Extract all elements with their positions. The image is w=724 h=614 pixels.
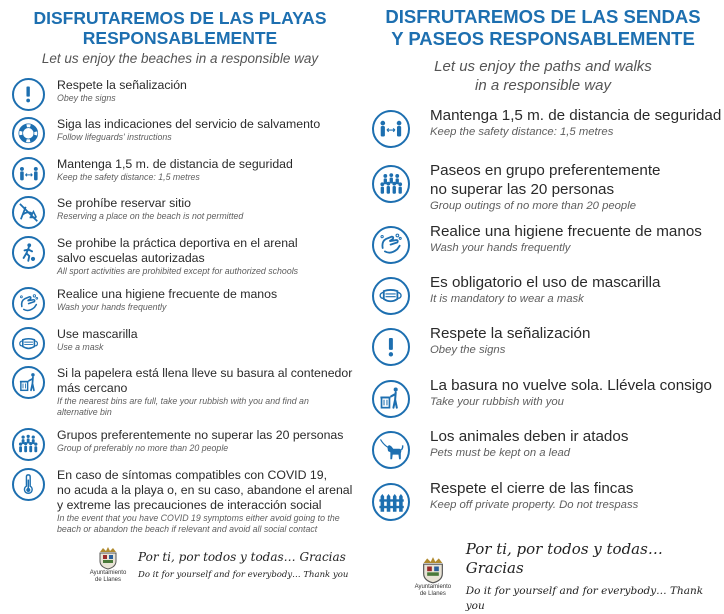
rule-spanish: Realice una higiene frecuente de manos xyxy=(57,287,278,301)
rule-spanish: La basura no vuelve sola. Llévela consigo xyxy=(430,377,712,394)
coat-of-arms-icon xyxy=(420,556,446,584)
rule-spanish: no acuda a la playa o, en su caso, abandone el arenal xyxy=(57,483,353,497)
path-rule-item xyxy=(362,273,724,315)
beaches-title-line1: DISFRUTAREMOS DE LAS PLAYAS xyxy=(33,8,327,28)
rule-text xyxy=(430,273,724,307)
beach-rule-item xyxy=(0,428,360,461)
paths-title xyxy=(362,0,724,50)
paths-footer xyxy=(410,540,724,614)
rule-spanish: no superar las 20 personas xyxy=(430,181,615,198)
beaches-panel xyxy=(0,0,360,600)
rule-spanish: Grupos preferentemente no superar las 20 personas xyxy=(57,428,344,442)
rule-spanish: En caso de síntomas compatibles con COVID 19, xyxy=(57,468,327,482)
exclamation-icon xyxy=(372,328,410,366)
beaches-title-line2: RESPONSABLEMENTE xyxy=(82,28,278,48)
beaches-footer xyxy=(88,546,348,584)
rule-text xyxy=(430,324,724,358)
group-icon xyxy=(12,428,45,461)
rule-text xyxy=(57,468,360,535)
town-council-logo xyxy=(410,556,456,598)
group-icon xyxy=(372,165,410,203)
paths-subtitle xyxy=(362,57,724,95)
beach-rule-item xyxy=(0,366,360,418)
mask-icon xyxy=(12,327,45,360)
beach-rule-item xyxy=(0,327,360,360)
logo-text-line1: Ayuntamiento xyxy=(414,584,452,590)
paths-subtitle-line2: in a responsible way xyxy=(475,77,611,94)
rule-english: Obey the signs xyxy=(430,344,506,356)
handwash-icon xyxy=(372,226,410,264)
rule-spanish: Mantenga 1,5 m. de distancia de seguridad xyxy=(57,157,293,171)
rule-spanish: Es obligatorio el uso de mascarilla xyxy=(430,274,661,291)
rule-english: Group outings of no more than 20 people xyxy=(430,200,636,212)
rule-english: Reserving a place on the beach is not permitted xyxy=(57,211,244,221)
paths-subtitle-line1: Let us enjoy the paths and walks xyxy=(434,58,652,75)
mask-icon xyxy=(372,277,410,315)
beach-rule-item xyxy=(0,287,360,320)
rule-spanish: Respete el cierre de las fincas xyxy=(430,480,634,497)
thanks-english: Do it for yourself and for everybody… Thank you xyxy=(465,585,704,612)
rule-english: Obey the signs xyxy=(57,93,116,103)
rule-spanish: Se prohíbe reservar sitio xyxy=(57,196,191,210)
beach-rule-item xyxy=(0,78,360,111)
rule-english: beach or abandon the beach if relevant and avoid all social contact xyxy=(57,524,318,534)
rule-text xyxy=(57,117,360,143)
path-rule-item xyxy=(362,161,724,214)
path-rule-item xyxy=(362,222,724,264)
distance-icon xyxy=(12,157,45,190)
rule-spanish: y extreme las precauciones de interacción social xyxy=(57,498,322,512)
rule-spanish: Mantenga 1,5 m. de distancia de seguridad xyxy=(430,107,722,124)
rule-english: Keep off private property. Do not trespass xyxy=(430,499,639,511)
rule-english: All sport activities are prohibited except for authorized schools xyxy=(57,266,299,276)
rule-text xyxy=(430,479,724,513)
rule-text xyxy=(57,196,360,222)
path-rule-item xyxy=(362,324,724,366)
rule-text xyxy=(57,236,360,277)
beach-rule-item xyxy=(0,157,360,190)
rule-english: Wash your hands frequently xyxy=(57,302,167,312)
rule-text xyxy=(430,222,724,256)
rule-spanish: Se prohibe la práctica deportiva en el arenal xyxy=(57,236,298,250)
logo-text-line2: de Llanes xyxy=(419,591,446,597)
rule-spanish: Use mascarilla xyxy=(57,327,138,341)
beaches-subtitle: Let us enjoy the beaches in a responsible way xyxy=(41,51,319,66)
rule-english: Keep the safety distance: 1,5 metres xyxy=(430,126,614,138)
path-rule-item xyxy=(362,479,724,521)
path-rule-item xyxy=(362,376,724,418)
rule-text xyxy=(57,366,360,418)
path-rule-item xyxy=(362,427,724,469)
paths-title-line1: DISFRUTAREMOS DE LAS SENDAS xyxy=(385,6,701,27)
rule-english: alternative bin xyxy=(57,407,112,417)
rule-spanish: Realice una higiene frecuente de manos xyxy=(430,223,702,240)
rule-spanish: salvo escuelas autorizadas xyxy=(57,251,205,265)
thermometer-icon xyxy=(12,468,45,501)
exclamation-icon xyxy=(12,78,45,111)
rule-spanish: más cercano xyxy=(57,381,128,395)
rule-text xyxy=(57,157,360,183)
thanks-block xyxy=(138,549,348,582)
rule-spanish: Paseos en grupo preferentemente xyxy=(430,162,661,179)
rule-spanish: Los animales deben ir atados xyxy=(430,428,629,445)
thanks-english: Do it for yourself and for everybody… Thank you xyxy=(138,569,349,580)
rule-spanish: Respete la señalización xyxy=(430,325,591,342)
dog-icon xyxy=(372,431,410,469)
no-reserve-icon xyxy=(12,196,45,229)
handwash-icon xyxy=(12,287,45,320)
rule-text xyxy=(430,427,724,461)
rule-english: Keep the safety distance: 1,5 metres xyxy=(57,172,200,182)
rule-english: Group of preferably no more than 20 people xyxy=(57,443,229,453)
rule-english: If the nearest bins are full, take your rubbish with you and find an xyxy=(57,396,309,406)
lifebuoy-icon xyxy=(12,117,45,150)
rule-english: Take your rubbish with you xyxy=(430,396,564,408)
rule-text xyxy=(57,428,360,454)
logo-text-line2: de Llanes xyxy=(94,577,122,583)
thanks-block xyxy=(466,540,724,614)
paths-title-line2: Y PASEOS RESPONSABLEMENTE xyxy=(391,28,695,49)
paths-panel xyxy=(362,0,724,612)
rule-english: Follow lifeguards' instructions xyxy=(57,132,172,142)
sport-icon xyxy=(12,236,45,269)
rule-english: It is mandatory to wear a mask xyxy=(430,293,584,305)
rule-text xyxy=(57,287,360,313)
logo-text-line1: Ayuntamiento xyxy=(89,570,127,576)
rule-english: In the event that you have COVID 19 symptoms either avoid going to the xyxy=(57,513,340,523)
distance-icon xyxy=(372,110,410,148)
beach-rule-item xyxy=(0,468,360,535)
beach-rule-item xyxy=(0,236,360,277)
rule-text xyxy=(57,327,360,353)
beaches-title xyxy=(0,0,360,48)
rule-english: Wash your hands frequently xyxy=(430,242,571,254)
rule-text xyxy=(57,78,360,104)
rule-spanish: Siga las indicaciones del servicio de salvamento xyxy=(57,117,321,131)
beach-rule-item xyxy=(0,117,360,150)
rule-text xyxy=(430,106,724,140)
beach-rule-item xyxy=(0,196,360,229)
coat-of-arms-icon xyxy=(97,546,119,570)
rule-english: Pets must be kept on a lead xyxy=(430,447,571,459)
fence-icon xyxy=(372,483,410,521)
rule-spanish: Respete la señalización xyxy=(57,78,187,92)
town-council-logo xyxy=(88,546,128,584)
rule-spanish: Si la papelera está llena lleve su basura al contenedor xyxy=(57,366,353,380)
thanks-spanish: Por ti, por todos y todas… Gracias xyxy=(465,540,663,577)
rule-english: Use a mask xyxy=(57,342,104,352)
rule-text xyxy=(430,376,724,410)
path-rule-item xyxy=(362,106,724,148)
bin-icon xyxy=(12,366,45,399)
thanks-spanish: Por ti, por todos y todas… Gracias xyxy=(138,549,346,564)
bin-icon xyxy=(372,380,410,418)
rule-text xyxy=(430,161,724,214)
